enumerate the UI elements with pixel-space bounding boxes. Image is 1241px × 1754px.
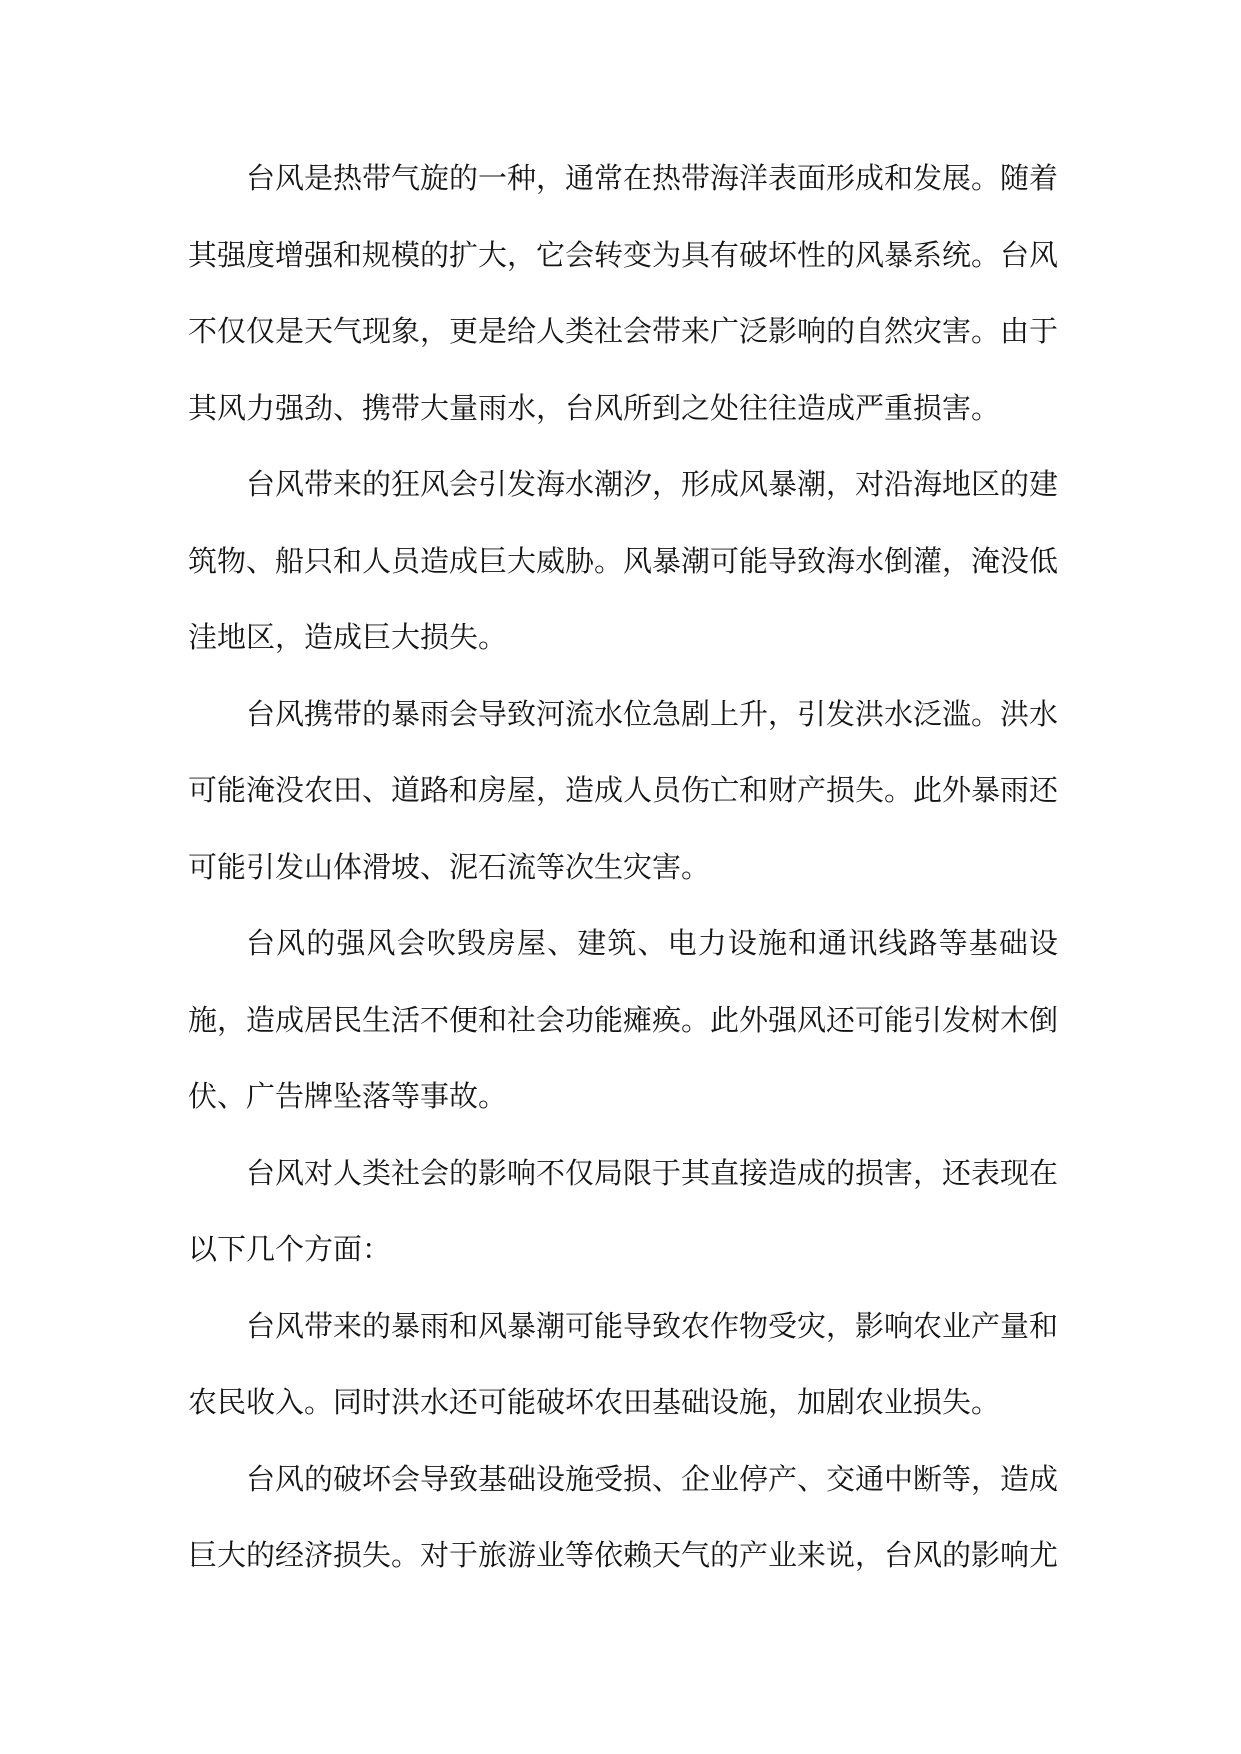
paragraph: 台风携带的暴雨会导致河流水位急剧上升，引发洪水泛滥。洪水可能淹没农田、道路和房屋，造成人员伤亡和财产损失。此外暴雨还可能引发山体滑坡、泥石流等次生灾害。 <box>188 696 1059 884</box>
paragraph: 台风带来的暴雨和风暴潮可能导致农作物受灾，影响农业产量和农民收入。同时洪水还可能破坏农田基础设施，加剧农业损失。 <box>188 1308 1059 1419</box>
paragraph: 台风对人类社会的影响不仅局限于其直接造成的损害，还表现在以下几个方面： <box>188 1155 1059 1266</box>
paragraph: 台风是热带气旋的一种，通常在热带海洋表面形成和发展。随着其强度增强和规模的扩大，它会转变为具有破坏性的风暴系统。台风不仅仅是天气现象，更是给人类社会带来广泛影响的自然灾害。由于其风力强劲、携带大量雨水，台风所到之处往往造成严重损害。 <box>188 161 1059 425</box>
paragraph: 台风的强风会吹毁房屋、建筑、电力设施和通讯线路等基础设施，造成居民生活不便和社会功能瘫痪。此外强风还可能引发树木倒伏、广告牌坠落等事故。 <box>188 926 1059 1113</box>
paragraph: 台风的破坏会导致基础设施受损、企业停产、交通中断等，造成巨大的经济损失。对于旅游业等依赖天气的产业来说，台风的影响尤 <box>188 1461 1059 1572</box>
document-body <box>188 140 1058 1594</box>
paragraph: 台风带来的狂风会引发海水潮汐，形成风暴潮，对沿海地区的建筑物、船只和人员造成巨大威胁。风暴潮可能导致海水倒灌，淹没低洼地区，造成巨大损失。 <box>188 467 1059 654</box>
